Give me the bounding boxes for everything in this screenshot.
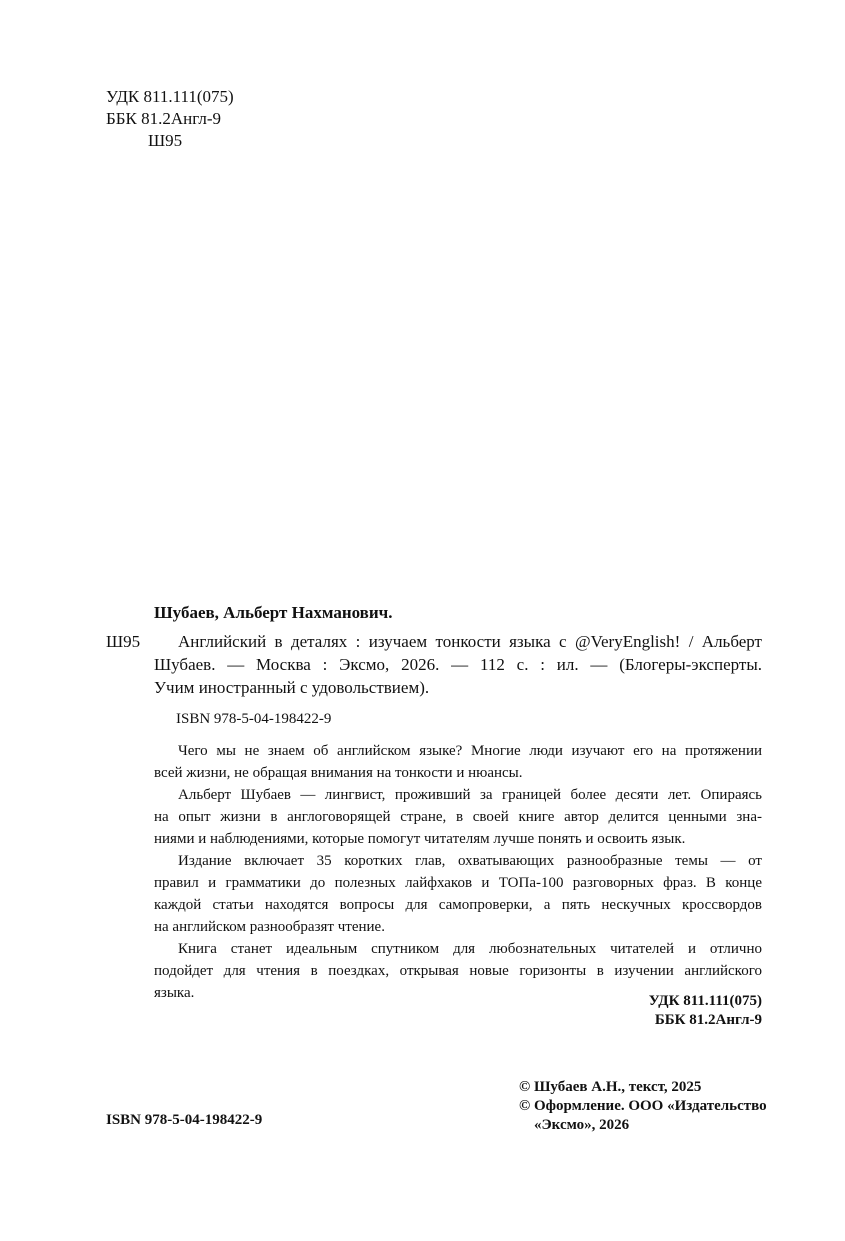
annotation-line: подойдет для чтения в поездках, открывая новые горизонты в изучении английского [154,963,762,979]
catalog-author: Шубаев, Альберт Нахманович. [154,603,393,622]
copyright-design-continued: «Эксмо», 2026 [534,1117,630,1133]
annotation-line: Издание включает 35 коротких глав, охватывающих разнообразные темы — от [178,853,762,869]
annotation-paragraph [154,784,762,806]
annotation-line: всей жизни, не обращая внимания на тонкости и нюансы. [154,765,523,781]
header-bbk: ББК 81.2Англ-9 [106,109,221,128]
annotation-line: на опыт жизни в англоговорящей стране, в своей книге автор делится ценными зна- [154,809,762,825]
annotation-line: языка. [154,985,195,1001]
annotation-line: Чего мы не знаем об английском языке? Многие люди изучают его на протяжении [178,743,762,759]
annotation-line: на английском разнообразят чтение. [154,919,385,935]
catalog-title-line-1: Английский в деталях : изучаем тонкости языка с @VeryEnglish! / Альберт [178,632,762,651]
footer-isbn: ISBN 978-5-04-198422-9 [106,1112,263,1128]
annotation [154,740,762,1004]
annotation-line: Альберт Шубаев — лингвист, проживший за границей более десяти лет. Опираясь [178,787,762,803]
annotation-line: Книга станет идеальным спутником для любознательных читателей и отлично [178,941,762,957]
annotation-paragraph [154,740,762,762]
copyright-design: © Оформление. ООО «Издательство [519,1098,767,1114]
header-author-sign: Ш95 [148,131,183,150]
annotation-line: ниями и наблюдениями, которые помогут читателям лучше понять и освоить язык. [154,831,686,847]
catalog-isbn: ISBN 978-5-04-198422-9 [176,711,332,727]
copyright-text: © Шубаев А.Н., текст, 2025 [519,1079,702,1095]
catalog-title-line-2: Шубаев. — Москва : Эксмо, 2026. — 112 с. : ил. — (Блогеры-эксперты. [154,655,762,674]
annotation-line: каждой статьи находятся вопросы для самопроверки, а пять нескучных кроссвордов [154,897,762,913]
annotation-paragraph [154,850,762,872]
annotation-paragraph [154,938,762,960]
header-udk: УДК 811.111(075) [106,87,234,106]
classification-bbk: ББК 81.2Англ-9 [654,1012,762,1028]
annotation-line: правил и грамматики до полезных лайфхаков и ТОПа-100 разговорных фраз. В конце [154,875,762,891]
catalog-sign: Ш95 [106,632,141,651]
classification-udk: УДК 811.111(075) [648,993,762,1009]
catalog-title-line-3: Учим иностранный с удовольствием). [154,678,430,697]
